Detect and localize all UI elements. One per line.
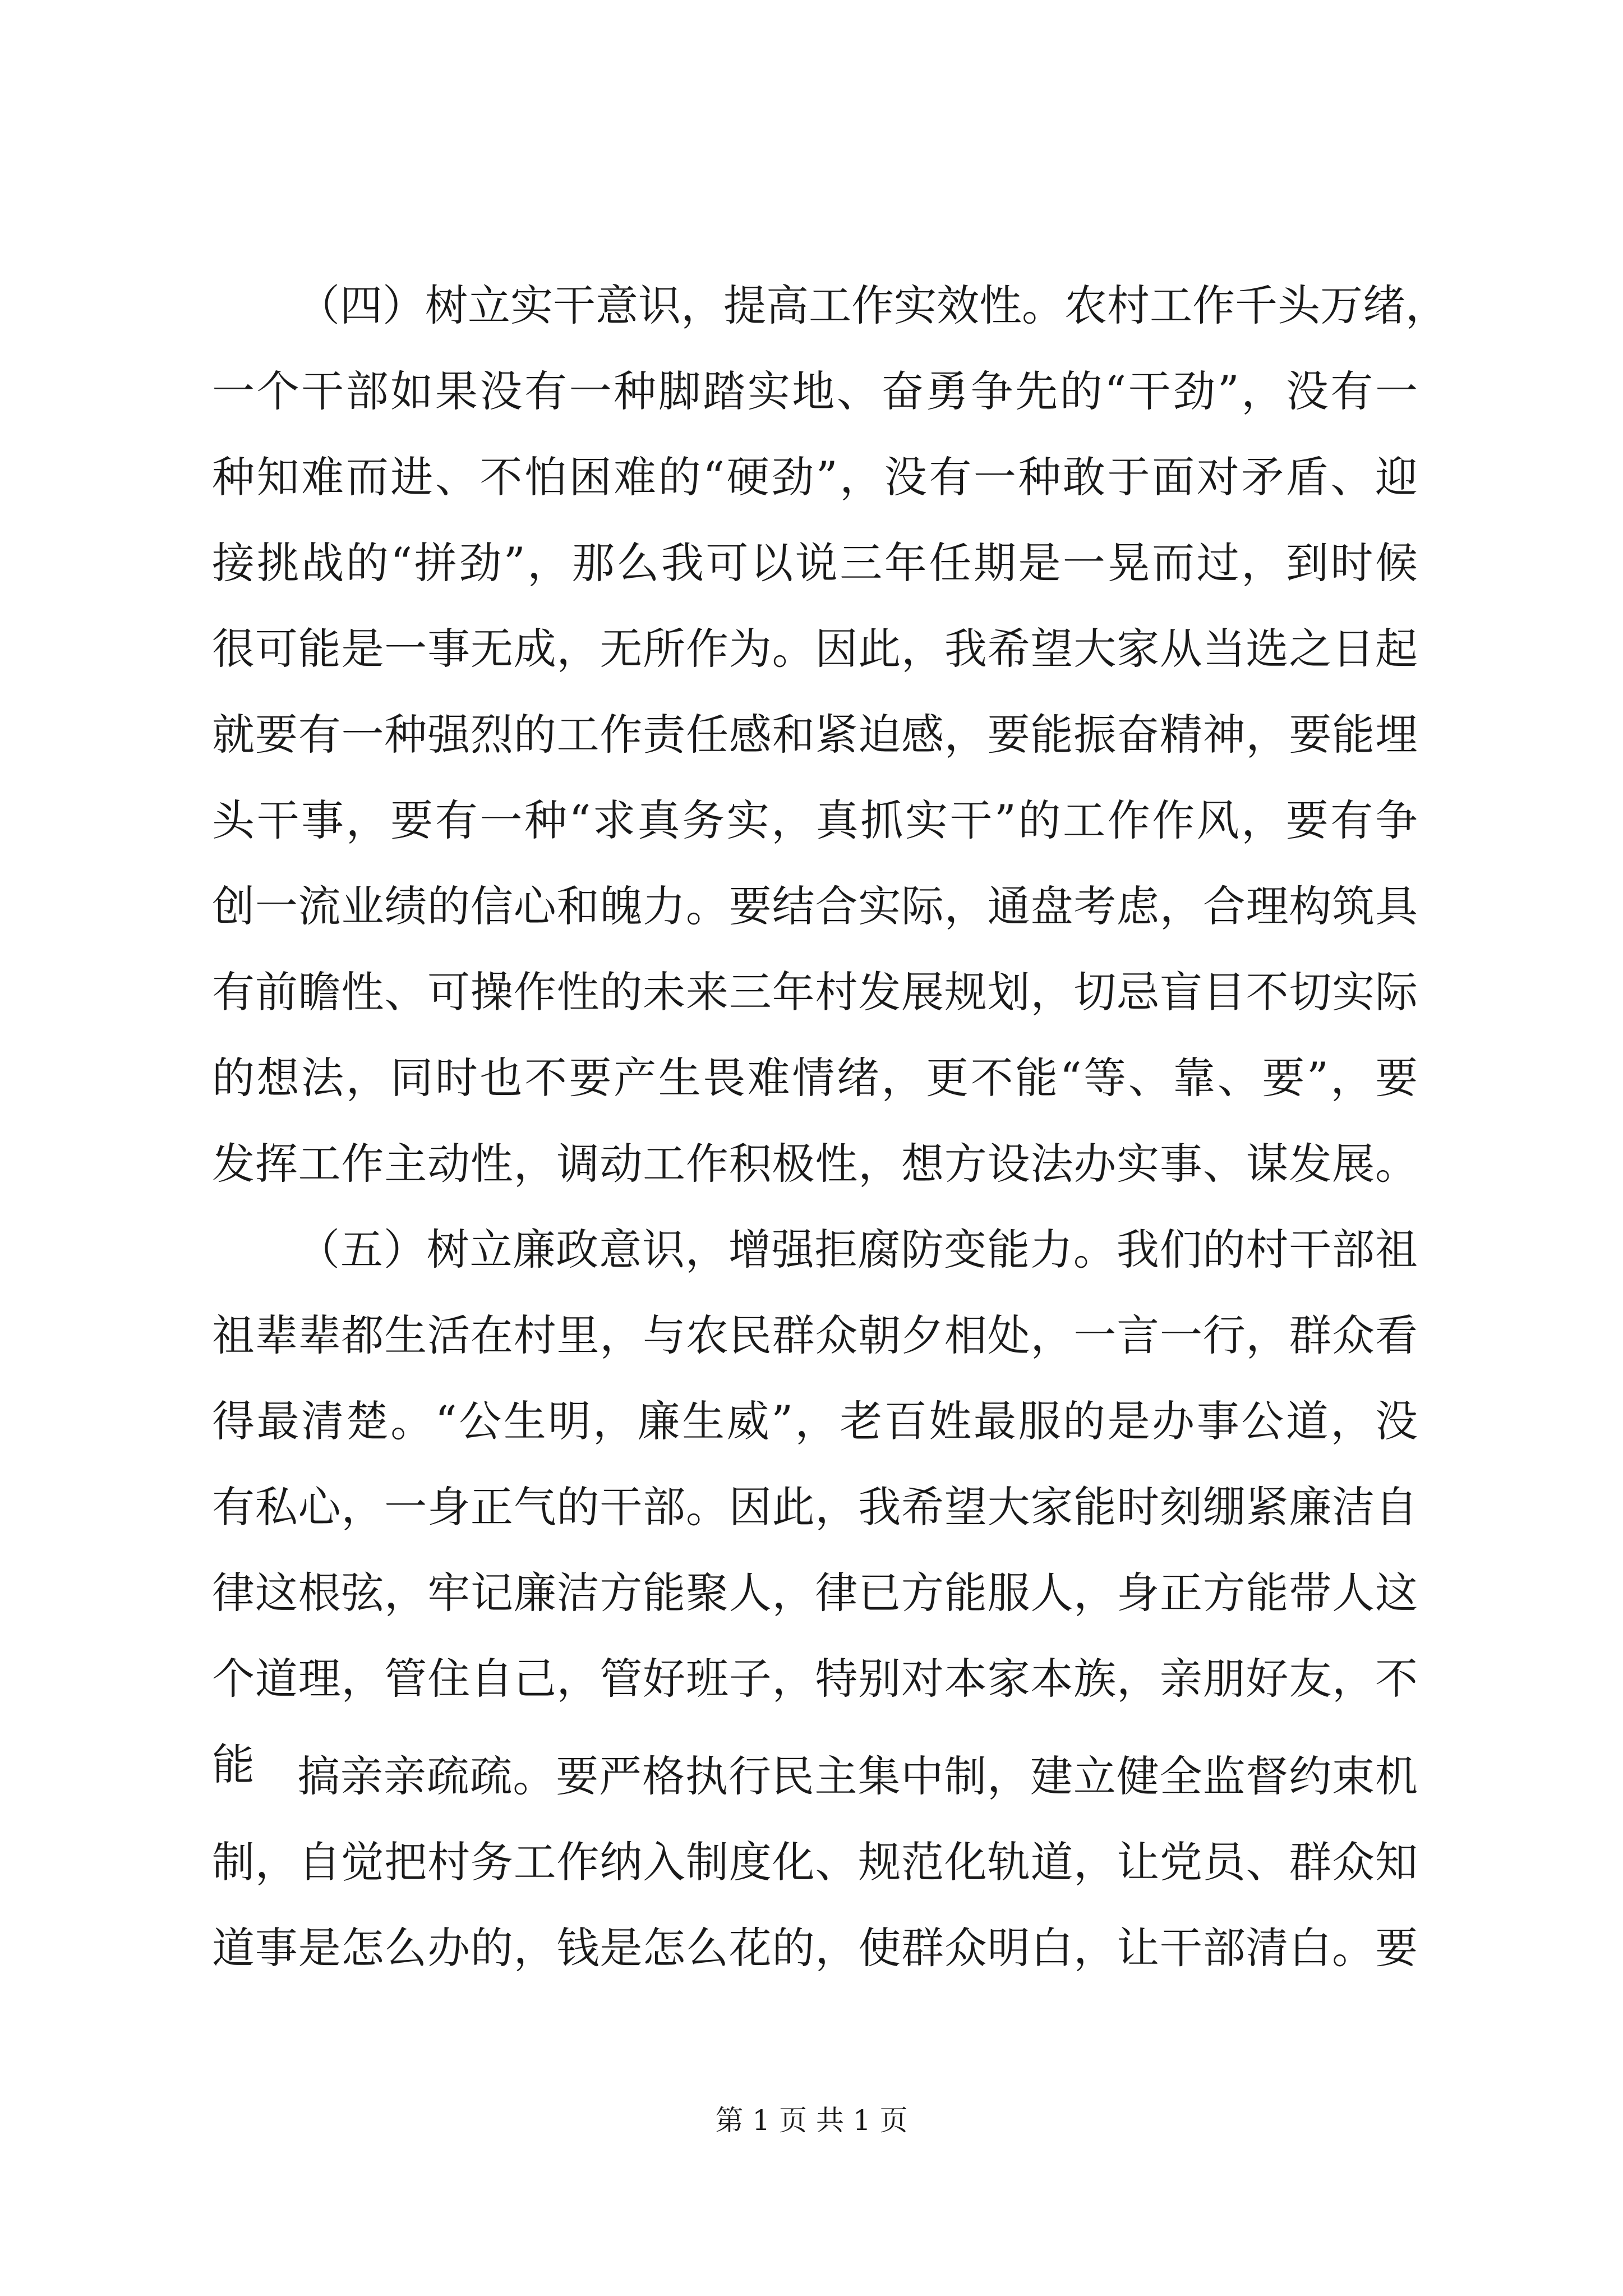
paragraph-line: 有前瞻性、可操作性的未来三年村发展规划，切忌盲目不切实际 — [212, 967, 1418, 1017]
paragraph-line: 律这根弦，牢记廉洁方能聚人，律已方能服人，身正方能带人这 — [212, 1568, 1418, 1618]
paragraph-line: 搞亲亲疏疏。要严格执行民主集中制，建立健全监督约束机 — [297, 1751, 1418, 1801]
paragraph-line: 创一流业绩的信心和魄力。要结合实际，通盘考虑，合理构筑具 — [212, 881, 1418, 931]
paragraph-line: 头干事，要有一种“求真务实，真抓实干”的工作作风，要有争 — [212, 795, 1418, 845]
page-number-label: 第 1 页 共 1 页 — [715, 2104, 908, 2137]
paragraph-line: 就要有一种强烈的工作责任感和紧迫感，要能振奋精神，要能埋 — [212, 710, 1418, 760]
body-text-block-2 — [212, 1733, 1418, 1991]
paragraph-line: 祖辈辈都生活在村里，与农民群众朝夕相处，一言一行，群众看 — [212, 1310, 1418, 1360]
paragraph-line: 能 — [212, 1740, 255, 1789]
body-text-block-1 — [212, 263, 1448, 1807]
paragraph-line: 种知难而进、不怕困难的“硬劲”，没有一种敢于面对矛盾、迎 — [212, 452, 1418, 502]
paragraph-line: （五）树立廉政意识，增强拒腐防变能力。我们的村干部祖 — [297, 1225, 1418, 1274]
paragraph-line: 制，自觉把村务工作纳入制度化、规范化轨道，让党员、群众知 — [212, 1837, 1418, 1887]
paragraph-line: 的想法，同时也不要产生畏难情绪，更不能“等、靠、要”，要 — [212, 1053, 1418, 1103]
paragraph-line: 发挥工作主动性，调动工作积极性，想方设法办实事、谋发展。 — [212, 1139, 1418, 1189]
paragraph-line: 个道理，管住自己，管好班子，特别对本家本族，亲朋好友，不 — [212, 1654, 1418, 1704]
paragraph-line: 很可能是一事无成，无所作为。因此，我希望大家从当选之日起 — [212, 624, 1418, 674]
page-footer — [0, 2098, 1623, 2138]
paragraph-line: 道事是怎么办的，钱是怎么花的，使群众明白，让干部清白。要 — [212, 1923, 1418, 1973]
paragraph-line: 一个干部如果没有一种脚踏实地、奋勇争先的“干劲”，没有一 — [212, 366, 1418, 416]
paragraph-line: 得最清楚。“公生明，廉生威”，老百姓最服的是办事公道，没 — [212, 1396, 1418, 1446]
paragraph-line: （四）树立实干意识，提高工作实效性。农村工作千头万绪， — [297, 280, 1448, 330]
paragraph-line: 有私心，一身正气的干部。因此，我希望大家能时刻绷紧廉洁自 — [212, 1482, 1418, 1532]
paragraph-line: 接挑战的“拼劲”，那么我可以说三年任期是一晃而过，到时候 — [212, 538, 1418, 588]
